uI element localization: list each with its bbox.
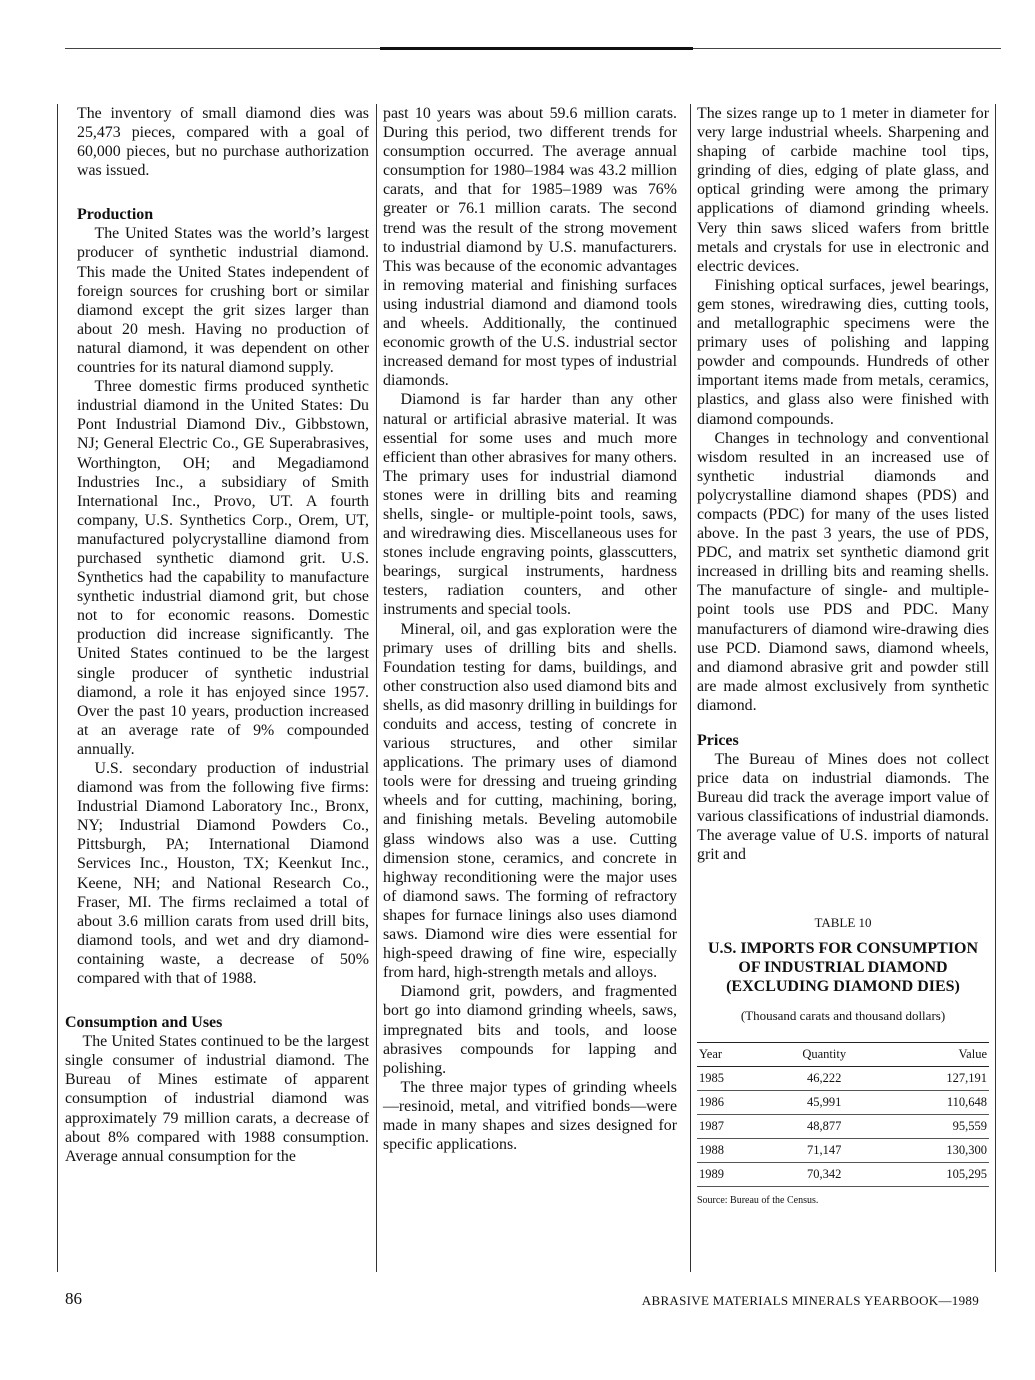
cell-value: 105,295 [882, 1163, 989, 1187]
table-row [697, 1138, 989, 1162]
table-row [697, 1114, 989, 1138]
column-3 [697, 104, 989, 1210]
cell-value: 110,648 [882, 1090, 989, 1114]
column-rule-far-right [995, 104, 996, 1272]
table-source: Source: Bureau of the Census. [697, 1195, 819, 1207]
table-10 [697, 915, 989, 1211]
paragraph: Mineral, oil, and gas exploration were the primary uses of drilling bits and shells. Foundation testing for dams, buildings, and other construction also used diamond bits and shells, as did masonry drilling in buildings for conduits and access, testing of concrete in various structures, and other similar applications. The primary uses of diamond tools were for dressing and trueing grinding wheels and for cutting, machining, boring, and finishing metals. Beveling automobile glass windows also was a use. Cutting dimension stone, ceramics, and concrete in highway reconditioning were the major uses of diamond saws. The forming of refractory shapes for furnace linings also uses diamond saws. Diamond wire dies were essential for high-speed drawing of fine wire, especially from hard, high-strength metals and alloys. [383, 620, 677, 982]
column-rule-middle [376, 104, 377, 1272]
cell-year: 1986 [697, 1090, 767, 1114]
cell-year: 1985 [697, 1066, 767, 1090]
page-number: 86 [65, 1289, 82, 1308]
column-header-year: Year [697, 1042, 767, 1066]
column-rule-left [57, 104, 58, 1272]
paragraph: Changes in technology and conventional wisdom resulted in an increased use of synthetic industrial diamonds and polycrystalline diamond shapes (PDS) and compacts (PDC) for many of the uses listed above. In the past 3 years, the use of PDS, PDC, and matrix set synthetic diamond grit increased in drilling bits and reaming shells. The manufacture of single- and multiple-point tools use PDS and PDC. Many manufacturers of diamond wire-drawing dies use PCD. Diamond saws, diamond wheels, and diamond abrasive grit and powder still are made almost exclusively from synthetic diamond. [697, 429, 989, 714]
paragraph: U.S. secondary production of industrial diamond was from the following five firms: Industrial Diamond Laboratory Inc., Bronx, NY; Industrial Diamond Powders Co., Pittsburgh, PA; International Diamond Services Inc., Houston, TX; Keenkut Inc., Keene, NH; and National Research Co., Fraser, MI. The firms reclaimed a total of about 3.6 million carats from used drill bits, diamond tools, and wet and dry diamond-containing waste, a decrease of 50% compared with that of 1988. [77, 760, 369, 988]
paragraph: Three domestic firms produced synthetic industrial diamond in the United States: Du Pont Industrial Diamond Div., Gibbstown, NJ; General Electric Co., GE Superabrasives, Worthington, OH; and Megadiamond Industries Inc., a subsidiary of Smith International Inc., Provo, UT. A fourth company, U.S. Synthetics Corp., Orem, UT, manufactured polycrystalline diamond from purchased synthetic diamond grit. U.S. Synthetics had the capability to manufacture synthetic industrial diamond grit, but chose not to for economic reasons. Domestic production did increase significantly. The United States continued to be the largest single producer of synthetic industrial diamond, a role it has enjoyed since 1957. Over the past 10 years, production increased at an average rate of 9% compounded annually. [77, 378, 369, 758]
table-row [697, 1066, 989, 1090]
column-header-value: Value [882, 1042, 989, 1066]
section-heading-consumption: Consumption and Uses [65, 1014, 223, 1032]
section-heading-prices: Prices [697, 732, 739, 749]
table-row [697, 1090, 989, 1114]
cell-quantity: 70,342 [767, 1163, 882, 1187]
paragraph: The United States was the world’s largest producer of synthetic industrial diamond. This made the United States independent of foreign sources for crushing bort or similar diamond except the grit sizes larger than about 20 mesh. Having no production of natural diamond, it was dependent on other countries for its natural diamond supply. [77, 225, 369, 377]
paragraph: The sizes range up to 1 meter in diameter for very large industrial wheels. Sharpening and shaping of carbide machine tool tips, grinding of dies, edging of plate glass, and optical grinding were among the primary applications of diamond grinding wheels. Very thin saws sliced wafers from brittle metals and crystals for use in electronic and electric devices. [697, 105, 989, 275]
cell-quantity: 48,877 [767, 1114, 882, 1138]
table-label: TABLE 10 [814, 914, 872, 930]
column-header-quantity: Quantity [767, 1042, 882, 1066]
cell-year: 1987 [697, 1114, 767, 1138]
paragraph: The United States continued to be the largest single consumer of industrial diamond. The Bureau of Mines estimate of apparent consumption of industrial diamond was approximately 79 million carats, a decrease of about 8% compared with 1988 consumption. Average annual consumption for the [65, 1033, 369, 1165]
cell-quantity: 45,991 [767, 1090, 882, 1114]
paragraph: Finishing optical surfaces, jewel bearings, gem stones, wiredrawing dies, cutting tools, and metallographic specimens were the primary uses of polishing and lapping powder and compounds. Hundreds of other important items made from metals, ceramics, plastics, and glass also were finished with diamond compounds. [697, 276, 989, 428]
header-thick-rule [380, 47, 693, 50]
cell-value: 130,300 [882, 1138, 989, 1162]
cell-year: 1989 [697, 1163, 767, 1187]
imports-table [697, 1042, 989, 1188]
column-rule-right [690, 104, 691, 1272]
paragraph: Diamond grit, powders, and fragmented bort go into diamond grinding wheels, saws, impregnated bits and tools, and loose abrasives compounds for lapping and polishing. [383, 983, 677, 1077]
cell-year: 1988 [697, 1138, 767, 1162]
column-1 [65, 104, 369, 1166]
cell-quantity: 71,147 [767, 1138, 882, 1162]
section-heading-production: Production [77, 206, 154, 224]
table-subtitle: (Thousand carats and thousand dollars) [740, 1007, 946, 1023]
table-row [697, 1163, 989, 1187]
cell-quantity: 46,222 [767, 1066, 882, 1090]
table-title: U.S. IMPORTS FOR CONSUMPTION OF INDUSTRIAL DIAMOND (EXCLUDING DIAMOND DIES) [707, 939, 979, 995]
cell-value: 127,191 [882, 1066, 989, 1090]
paragraph: Diamond is far harder than any other natural or artificial abrasive material. It was essential for some uses and much more efficient than other abrasives for many others. The primary uses for industrial diamond stones were in drilling bits and reaming shells, single- or multiple-point tools, saws, and wiredrawing dies. Miscellaneous uses for stones include engraving points, glasscutters, bearings, surgical instruments, hardness testers, radiation counters, and other instruments and special tools. [383, 391, 677, 619]
paragraph: past 10 years was about 59.6 million carats. During this period, two different trends for consumption occurred. The average annual consumption for 1980–1984 was 43.2 million carats, and that for 1985–1989 was 76% greater or 76.1 million carats. The second trend was the result of the strong movement to industrial diamond by U.S. manufacturers. This was because of the economic advantages in removing material and finishing surfaces using industrial diamond and diamond tools and wheels. Additionally, the continued economic growth of the U.S. industrial sector increased demand for most types of industrial diamonds. [383, 105, 677, 390]
paragraph: The Bureau of Mines does not collect price data on industrial diamonds. The Bureau did track the average import value of various classifications of industrial diamonds. The average value of U.S. imports of natural grit and [697, 751, 989, 864]
column-2 [383, 104, 677, 1154]
cell-value: 95,559 [882, 1114, 989, 1138]
paragraph: The inventory of small diamond dies was 25,473 pieces, compared with a goal of 60,000 pieces, but no purchase authorization was issued. [77, 105, 369, 180]
paragraph: The three major types of grinding wheels—resinoid, metal, and vitrified bonds—were made in many shapes and sizes designed for specific applications. [383, 1078, 677, 1154]
running-title: ABRASIVE MATERIALS MINERALS YEARBOOK—1989 [641, 1293, 979, 1308]
